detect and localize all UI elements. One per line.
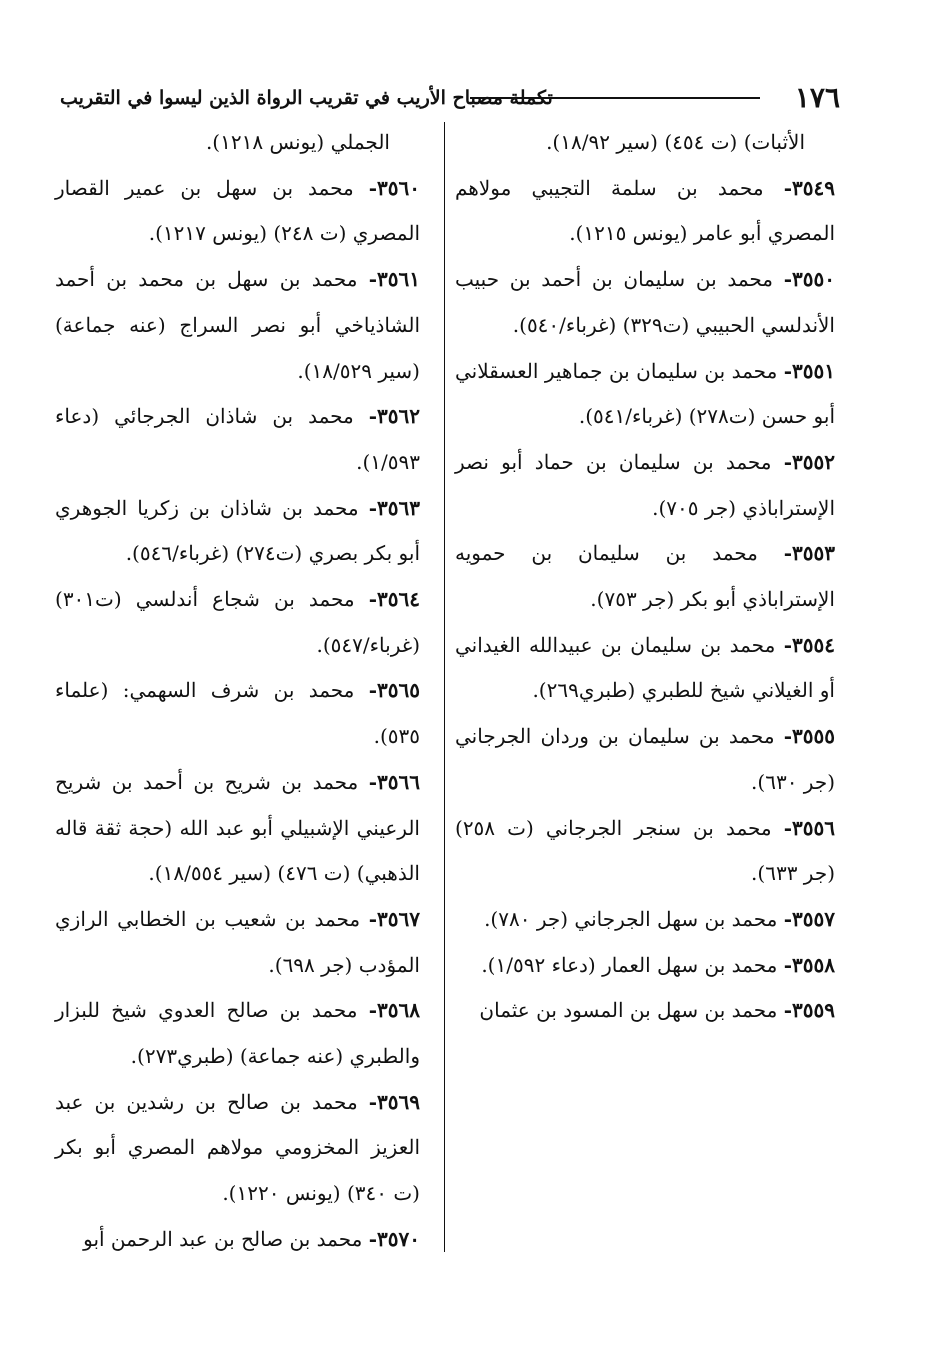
entry-text: محمد بن سنجر الجرجاني (ت ٢٥٨) (جر ٦٣٣). [455, 815, 835, 886]
right-column [455, 120, 835, 1034]
entry [455, 440, 835, 531]
entry-number: ٣٥٥٢- [783, 449, 836, 474]
entry-number: ٣٥٥٤- [783, 632, 836, 657]
entry [55, 120, 420, 166]
entry-text: محمد بن سليمان بن جماهير العسقلاني أبو حسن (ت٢٧٨) (غرباء/٥٤١). [455, 358, 835, 429]
entry-text: محمد بن سهل بن محمد بن أحمد الشاذياخي أبو نصر السراج (عنه جماعة) (سير ١٨/٥٢٩). [55, 267, 420, 383]
entry-number: ٣٥٥٦- [783, 815, 836, 840]
running-title: تكملة مصباح الأريب في تقريب الرواة الذين ليسوا في التقريب [60, 87, 553, 109]
entry [55, 486, 420, 577]
entry-text: محمد بن سليمان بن حمويه الإستراباذي أبو بكر (جر ٧٥٣). [455, 541, 835, 612]
entry [455, 897, 835, 943]
left-column [55, 120, 420, 1263]
entry-number: ٣٥٥١- [783, 358, 836, 383]
entry [55, 1217, 420, 1263]
entry-number: ٣٥٤٩- [783, 175, 835, 200]
entry [455, 166, 835, 257]
entry [455, 257, 835, 348]
entry-text: محمد بن صالح العدوي شيخ للبزار والطبري (عنه جماعة) (طبري٢٧٣). [55, 998, 420, 1069]
entry-number: ٣٥٥٨- [783, 952, 835, 977]
entry [55, 760, 420, 897]
entry [55, 577, 420, 668]
entry-number: ٣٥٧٠- [368, 1226, 420, 1251]
entry-text: الأثبات) (ت ٤٥٤) (سير ١٨/٩٢). [546, 130, 805, 154]
entry [455, 943, 835, 989]
column-divider [444, 122, 445, 1252]
entry-number: ٣٥٦٣- [368, 495, 420, 520]
entry [55, 988, 420, 1079]
entry [455, 120, 835, 166]
entry-text: محمد بن سليمان بن أحمد بن حبيب الأندلسي الحبيبي (ت٣٢٩) (غرباء/٥٤٠). [455, 267, 835, 337]
entry [55, 668, 420, 759]
entry [455, 623, 835, 714]
entry-number: ٣٥٥٧- [783, 906, 835, 931]
entry-text: الجملي (يونس ١٢١٨). [205, 130, 390, 154]
entry-number: ٣٥٦٠- [368, 175, 420, 200]
entry-text: محمد بن شاذان بن زكريا الجوهري أبو بكر بصري (ت٢٧٤) (غرباء/٥٤٦). [55, 495, 420, 566]
entry-text: محمد بن صالح بن عبد الرحمن أبو [83, 1226, 363, 1251]
entry [455, 349, 835, 440]
entry [455, 988, 835, 1034]
entry-text: محمد بن سهل بن عمير القصار المصري (ت ٢٤٨) (يونس ١٢١٧). [55, 175, 420, 246]
entry-number: ٣٥٥٣- [783, 541, 836, 566]
entry-number: ٣٥٦٧- [368, 906, 421, 931]
entry-text: محمد بن سهل بن المسود بن عثمان [479, 998, 778, 1023]
entry-text: محمد بن سهل الجرجاني (جر ٧٨٠). [484, 906, 778, 931]
entry-text: محمد بن سهل العمار (دعاء ١/٥٩٢). [481, 952, 778, 977]
page-number: ١٧٦ [794, 81, 840, 114]
entry-number: ٣٥٦٩- [368, 1089, 421, 1114]
entry-text: محمد بن صالح بن رشدين بن عبد العزيز المخزومي مولاهم المصري أبو بكر (ت ٣٤٠) (يونس ١٢٢٠). [55, 1089, 420, 1206]
entry [55, 257, 420, 394]
entry-text: محمد بن سليمان بن وردان الجرجاني (جر ٦٣٠). [455, 724, 835, 794]
entry-text: محمد بن سليمان بن حماد أبو نصر الإستراباذي (جر ٧٠٥). [455, 449, 835, 520]
entry-text: محمد بن شاذان الجرجائي (دعاء ١/٥٩٣). [55, 404, 420, 474]
entry-number: ٣٥٥٩- [783, 998, 835, 1023]
entry [55, 1080, 420, 1217]
entry-text: محمد بن شريح بن أحمد بن شريح الرعيني الإشبيلي أبو عبد الله (حجة ثقة قاله الذهبي) (ت ٤٧٦) (سير ١٨/٥٥٤). [55, 769, 420, 886]
entry-text: محمد بن شجاع أندلسي (ت٣٠١) (غرباء/٥٤٧). [55, 587, 420, 657]
entry-number: ٣٥٦٥- [368, 678, 421, 703]
entry-text: محمد بن سليمان بن عبيدالله الغيداني أو الغيلاني شيخ للطبري (طبري٢٦٩). [455, 632, 835, 703]
page-header [60, 80, 840, 120]
entry [55, 166, 420, 257]
entry-text: محمد بن شعيب بن الخطابي الرازي المؤدب (جر ٦٩٨). [55, 906, 420, 977]
entry [55, 394, 420, 485]
entry-text: محمد بن شرف السهمي: (علماء ٥٣٥). [55, 678, 420, 749]
entry-number: ٣٥٦١- [368, 267, 421, 292]
entry-number: ٣٥٦٢- [368, 404, 420, 429]
entry-number: ٣٥٥٠- [783, 267, 836, 292]
entry-number: ٣٥٥٥- [783, 724, 835, 749]
entry-number: ٣٥٦٨- [368, 998, 421, 1023]
entry-number: ٣٥٦٤- [368, 587, 421, 612]
entry-number: ٣٥٦٦- [368, 769, 420, 794]
entry-text: محمد بن سلمة التجيبي مولاهم المصري أبو عامر (يونس ١٢١٥). [455, 175, 835, 246]
entry [55, 897, 420, 988]
entry [455, 806, 835, 897]
entry [455, 714, 835, 805]
entry [455, 531, 835, 622]
